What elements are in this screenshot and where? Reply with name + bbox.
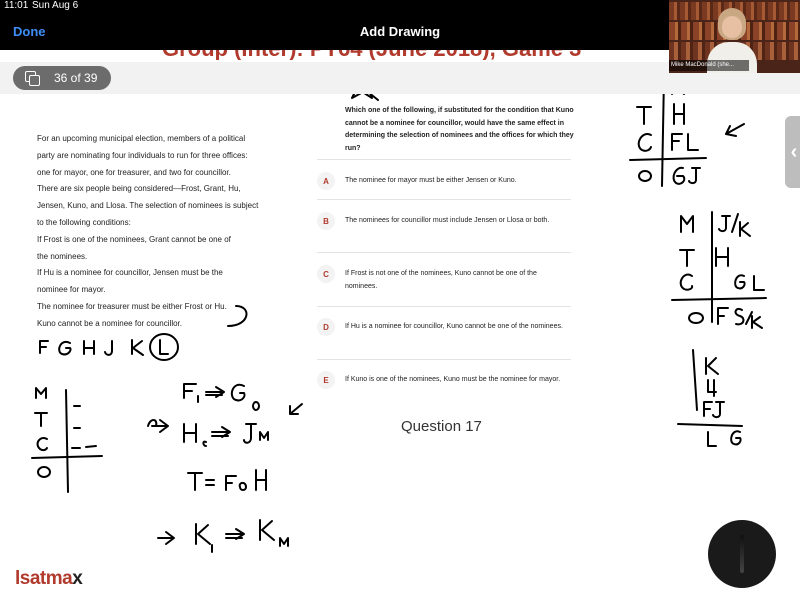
passage-line: Jensen, Kuno, and Llosa. The selection of nominees is subject — [37, 201, 259, 211]
option-text: If Frost is not one of the nominees, Kuno cannot be one of the nominees. — [345, 270, 537, 290]
question-number: Question 17 — [401, 418, 482, 435]
passage-line: party are nominating four individuals to run for three offices: — [37, 150, 248, 160]
divider — [317, 159, 571, 160]
answer-option-b[interactable] — [317, 212, 577, 230]
logo-text: lsatma — [15, 568, 73, 589]
question-stem: Which one of the following, if substituted for the condition that Kuno cannot be a nominee for councillor, would have the same effect in determining the selection of nominees and the offices for which they run? — [345, 107, 574, 152]
passage-line: one for mayor, one for treasurer, and two for councillor. — [37, 167, 231, 177]
page-indicator[interactable] — [13, 66, 111, 90]
divider — [317, 199, 571, 200]
option-text: The nominees for councillor must include Jensen or Llosa or both. — [345, 217, 550, 224]
toolbar-title: Add Drawing — [359, 24, 441, 39]
option-letter: E — [317, 371, 335, 389]
divider — [317, 252, 571, 253]
answer-option-a[interactable] — [317, 172, 577, 190]
option-letter: A — [317, 172, 335, 190]
option-letter: B — [317, 212, 335, 230]
grid-left — [32, 388, 102, 492]
passage-line: For an upcoming municipal election, members of a political — [37, 134, 246, 143]
lsatmax-logo — [15, 568, 82, 590]
side-panel-toggle[interactable] — [785, 116, 800, 188]
option-text: If Hu is a nominee for councillor, Kuno cannot be one of the nominees. — [345, 323, 563, 330]
option-text: If Kuno is one of the nominees, Kuno must be the nominee for mayor. — [345, 376, 561, 383]
done-button[interactable]: Done — [13, 24, 46, 39]
passage-line: the nominees. — [37, 251, 88, 261]
status-time: 11:01 — [4, 0, 29, 11]
divider — [317, 306, 571, 307]
grid-right-bottom — [678, 350, 742, 446]
presenter-name: Mike MacDonald (she... — [671, 62, 735, 68]
logo-mark: x — [72, 568, 83, 589]
page-indicator-label: 36 of 39 — [54, 71, 98, 85]
chevron-left-icon: ‹ — [790, 141, 798, 163]
pen-tool-button[interactable] — [708, 520, 776, 588]
pages-icon — [25, 71, 39, 85]
passage-line: If Frost is one of the nominees, Grant cannot be one of — [37, 234, 231, 244]
answer-option-e[interactable] — [317, 371, 577, 389]
grid-right-mid — [672, 212, 766, 328]
rule-drawings — [148, 384, 302, 552]
option-text: The nominee for mayor must be either Jensen or Kuno. — [345, 177, 517, 184]
passage-line: There are six people being considered—Frost, Grant, Hu, — [37, 184, 241, 194]
passage-line: The nominee for treasurer must be either Frost or Hu. — [37, 301, 227, 311]
divider — [317, 359, 571, 360]
passage — [37, 131, 267, 333]
passage-line: nominee for mayor. — [37, 285, 106, 295]
option-letter: D — [317, 318, 335, 336]
pen-icon — [740, 535, 744, 573]
roster-letters — [40, 334, 178, 360]
passage-line: If Hu is a nominee for councillor, Jensen must be the — [37, 268, 223, 278]
option-letter: C — [317, 265, 335, 283]
answer-option-d[interactable] — [317, 318, 577, 336]
status-date: Sun Aug 6 — [32, 0, 79, 11]
answer-option-c[interactable] — [317, 265, 577, 293]
passage-line: to the following conditions: — [37, 217, 131, 227]
passage-line: Kuno cannot be a nominee for councillor. — [37, 318, 182, 328]
